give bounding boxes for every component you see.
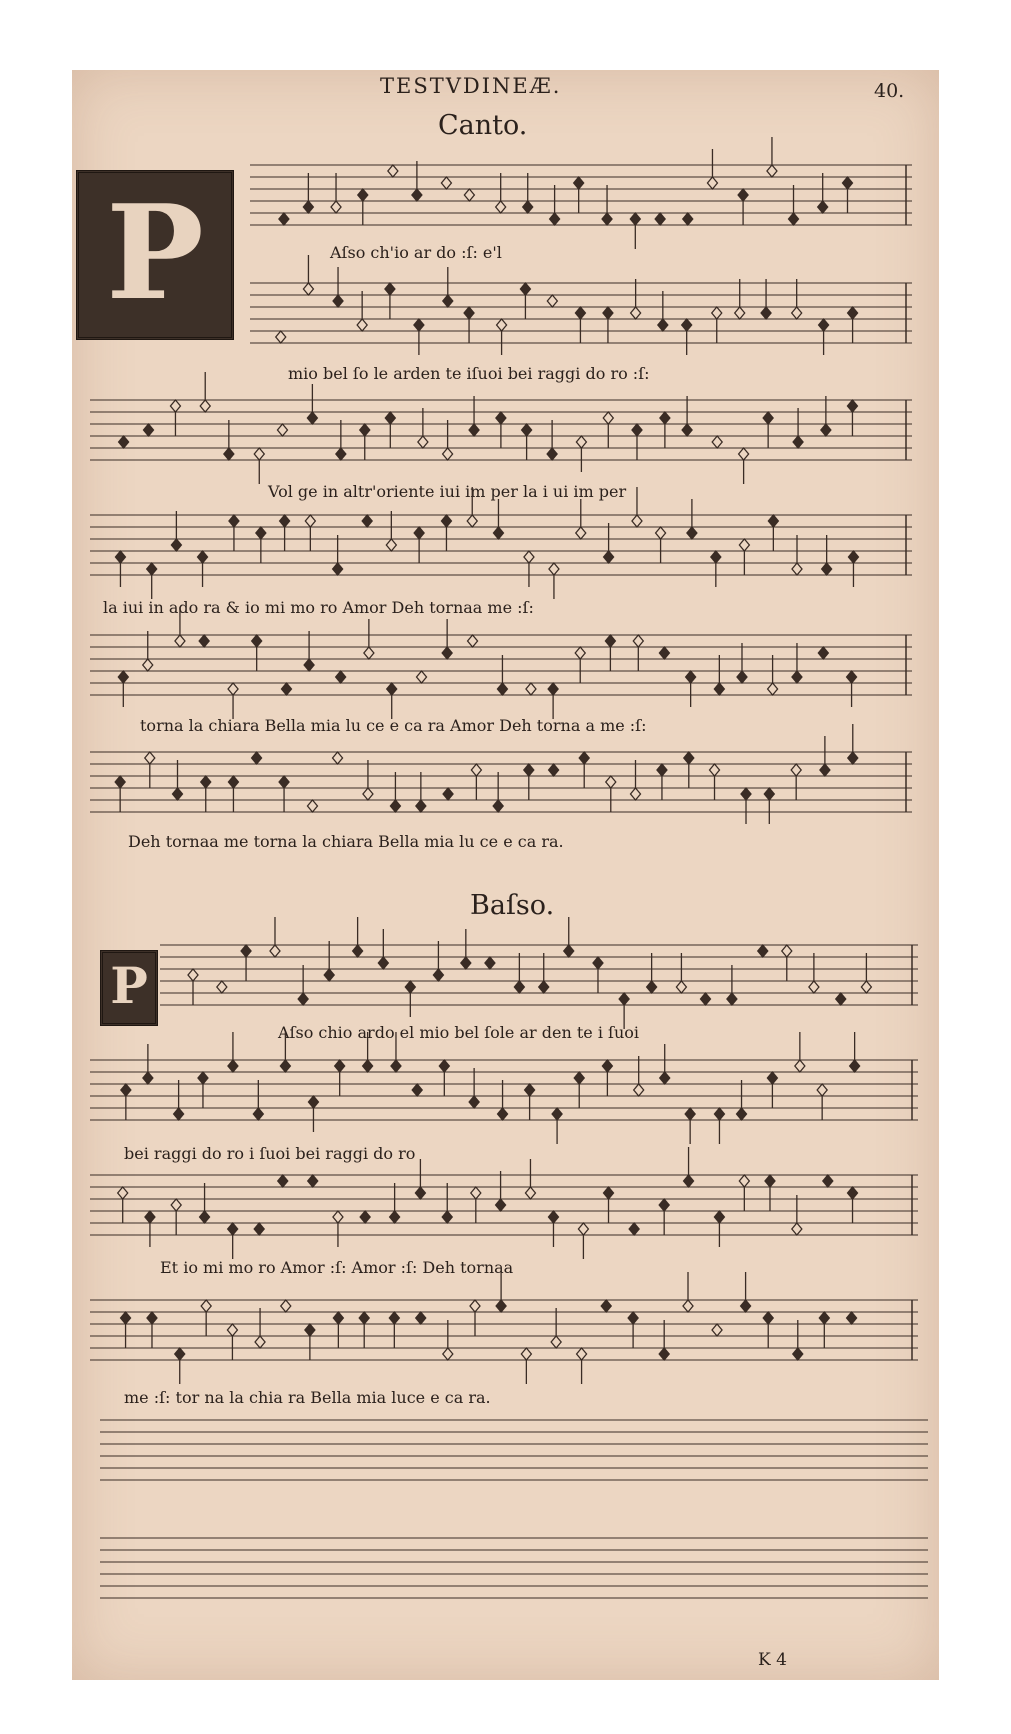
note-head: [227, 1324, 237, 1336]
note-head: [821, 424, 831, 436]
note-head: [471, 764, 481, 776]
note-head: [497, 319, 507, 331]
note-head: [228, 1060, 238, 1072]
note-head: [765, 1175, 775, 1187]
note-head: [551, 1336, 561, 1348]
note-head: [175, 635, 185, 647]
signature-mark: K 4: [758, 1650, 787, 1670]
basso-lyric-line-1: Aſso chio ardo el mio bel ſole ar den te i ſuoi: [278, 1023, 640, 1042]
note-head: [647, 981, 657, 993]
note-head: [575, 647, 585, 659]
note-head: [173, 788, 183, 800]
note-head: [631, 307, 641, 319]
note-head: [817, 1084, 827, 1096]
note-head: [761, 307, 771, 319]
note-head: [633, 635, 643, 647]
note-head: [738, 189, 748, 201]
note-head: [521, 1348, 531, 1360]
note-head: [336, 448, 346, 460]
note-head: [333, 563, 343, 575]
note-head: [279, 776, 289, 788]
note-head: [471, 1187, 481, 1199]
note-head: [390, 1211, 400, 1223]
note-head: [439, 1060, 449, 1072]
note-head: [735, 307, 745, 319]
note-head: [548, 683, 558, 695]
note-head: [461, 957, 471, 969]
note-head: [629, 1223, 639, 1235]
note-head: [809, 981, 819, 993]
note-head: [820, 764, 830, 776]
note-head: [823, 1175, 833, 1187]
note-head: [308, 1175, 318, 1187]
basso-heading: Baſso.: [470, 890, 555, 921]
note-head: [298, 993, 308, 1005]
note-head: [307, 412, 317, 424]
note-head: [229, 515, 239, 527]
note-head: [739, 1175, 749, 1187]
note-head: [333, 1312, 343, 1324]
note-head: [712, 1324, 722, 1336]
note-head: [493, 800, 503, 812]
note-head: [362, 515, 372, 527]
note-head: [522, 424, 532, 436]
note-head: [550, 213, 560, 225]
note-head: [281, 683, 291, 695]
note-head: [682, 424, 692, 436]
note-head: [201, 1300, 211, 1312]
note-head: [767, 165, 777, 177]
note-head: [255, 1336, 265, 1348]
note-head: [575, 307, 585, 319]
note-head: [763, 1312, 773, 1324]
note-head: [792, 563, 802, 575]
note-head: [390, 800, 400, 812]
note-head: [847, 400, 857, 412]
note-head: [848, 1187, 858, 1199]
note-head: [145, 1211, 155, 1223]
note-head: [606, 776, 616, 788]
note-head: [228, 683, 238, 695]
note-head: [443, 448, 453, 460]
note-head: [333, 752, 343, 764]
note-head: [333, 1211, 343, 1223]
note-head: [200, 1211, 210, 1223]
note-head: [758, 945, 768, 957]
note-head: [441, 177, 451, 189]
note-head: [305, 515, 315, 527]
note-head: [188, 969, 198, 981]
note-head: [741, 788, 751, 800]
note-head: [601, 1300, 611, 1312]
note-head: [121, 1312, 131, 1324]
note-head: [405, 981, 415, 993]
note-head: [793, 1348, 803, 1360]
note-head: [359, 1312, 369, 1324]
page-number: 40.: [874, 80, 905, 102]
note-head: [602, 1060, 612, 1072]
note-head: [656, 527, 666, 539]
note-head: [792, 307, 802, 319]
canto-lyric-line-3: Vol ge in altr'oriente iui im per la i ui im per: [268, 482, 627, 501]
note-head: [576, 527, 586, 539]
note-head: [792, 1223, 802, 1235]
note-head: [658, 319, 668, 331]
note-head: [602, 213, 612, 225]
basso-lyric-line-4: me :ſ: tor na la chia ra Bella mia luce e ca ra.: [124, 1388, 491, 1407]
note-head: [767, 1072, 777, 1084]
note-head: [842, 177, 852, 189]
note-head: [683, 213, 693, 225]
note-head: [118, 1187, 128, 1199]
note-head: [224, 448, 234, 460]
note-head: [789, 213, 799, 225]
note-head: [281, 1300, 291, 1312]
note-head: [199, 635, 209, 647]
note-head: [252, 635, 262, 647]
note-head: [848, 752, 858, 764]
note-head: [628, 1312, 638, 1324]
note-head: [660, 1072, 670, 1084]
note-head: [782, 945, 792, 957]
note-head: [280, 515, 290, 527]
note-head: [714, 1211, 724, 1223]
note-head: [685, 1108, 695, 1120]
note-head: [389, 1312, 399, 1324]
note-head: [552, 1108, 562, 1120]
basso-lyric-line-3: Et io mi mo ro Amor :ſ: Amor :ſ: Deh tornaa: [160, 1258, 514, 1277]
note-head: [848, 307, 858, 319]
note-head: [357, 319, 367, 331]
note-head: [700, 993, 710, 1005]
note-head: [307, 800, 317, 812]
note-head: [336, 671, 346, 683]
note-head: [819, 1312, 829, 1324]
note-head: [433, 969, 443, 981]
note-head: [619, 993, 629, 1005]
note-head: [119, 436, 129, 448]
note-head: [464, 189, 474, 201]
note-head: [547, 295, 557, 307]
note-head: [387, 683, 397, 695]
note-head: [514, 981, 524, 993]
note-head: [385, 412, 395, 424]
note-head: [603, 307, 613, 319]
note-head: [574, 1072, 584, 1084]
note-head: [737, 671, 747, 683]
note-head: [496, 1300, 506, 1312]
note-head: [470, 1300, 480, 1312]
note-head: [175, 1348, 185, 1360]
note-head: [386, 539, 396, 551]
note-head: [442, 1211, 452, 1223]
note-head: [170, 400, 180, 412]
note-head: [564, 945, 574, 957]
note-head: [604, 551, 614, 563]
note-head: [228, 1223, 238, 1235]
note-head: [496, 201, 506, 213]
note-head: [604, 1187, 614, 1199]
note-head: [526, 683, 536, 695]
note-head: [793, 436, 803, 448]
note-head: [115, 776, 125, 788]
note-head: [710, 764, 720, 776]
note-head: [443, 295, 453, 307]
basso-lyric-line-2: bei raggi do ro i ſuoi bei raggi do ro: [124, 1144, 416, 1163]
note-head: [818, 201, 828, 213]
note-head: [525, 1187, 535, 1199]
note-head: [861, 981, 871, 993]
note-head: [304, 659, 314, 671]
note-head: [171, 539, 181, 551]
note-head: [144, 424, 154, 436]
note-head: [308, 1096, 318, 1108]
note-head: [525, 1084, 535, 1096]
note-head: [241, 945, 251, 957]
note-head: [574, 177, 584, 189]
canto-lyric-line-2: mio bel ſo le arden te iſuoi bei raggi do ro :ſ:: [288, 364, 650, 383]
note-head: [659, 1348, 669, 1360]
note-head: [714, 1108, 724, 1120]
note-head: [303, 201, 313, 213]
note-head: [254, 1223, 264, 1235]
note-head: [593, 957, 603, 969]
note-head: [737, 1108, 747, 1120]
note-head: [497, 683, 507, 695]
note-head: [253, 1108, 263, 1120]
note-head: [791, 764, 801, 776]
note-head: [603, 412, 613, 424]
note-head: [147, 1312, 157, 1324]
note-head: [524, 551, 534, 563]
note-head: [579, 752, 589, 764]
note-head: [252, 752, 262, 764]
note-head: [687, 527, 697, 539]
note-head: [468, 635, 478, 647]
note-head: [171, 1199, 181, 1211]
note-head: [520, 283, 530, 295]
note-head: [634, 1084, 644, 1096]
note-head: [414, 527, 424, 539]
note-head: [416, 1312, 426, 1324]
note-head: [682, 319, 692, 331]
note-head: [547, 448, 557, 460]
note-head: [707, 177, 717, 189]
note-head: [630, 213, 640, 225]
note-head: [256, 527, 266, 539]
note-head: [145, 752, 155, 764]
note-head: [412, 1084, 422, 1096]
note-head: [577, 1348, 587, 1360]
note-head: [684, 752, 694, 764]
note-head: [358, 189, 368, 201]
note-head: [441, 515, 451, 527]
note-head: [549, 764, 559, 776]
note-head: [278, 1175, 288, 1187]
note-head: [818, 647, 828, 659]
note-head: [121, 1084, 131, 1096]
note-head: [768, 683, 778, 695]
note-head: [228, 776, 238, 788]
note-head: [605, 635, 615, 647]
note-head: [764, 788, 774, 800]
note-head: [763, 412, 773, 424]
note-head: [711, 551, 721, 563]
note-head: [485, 957, 495, 969]
note-head: [739, 539, 749, 551]
note-head: [657, 764, 667, 776]
note-head: [549, 563, 559, 575]
canto-lyric-line-4: la iui in ado ra & io mi mo ro Amor Deh tornaa me :ſ:: [103, 598, 534, 617]
note-head: [115, 551, 125, 563]
note-head: [143, 1072, 153, 1084]
note-head: [331, 201, 341, 213]
note-head: [143, 659, 153, 671]
note-head: [655, 213, 665, 225]
note-head: [848, 551, 858, 563]
page-header-title: TESTVDINEÆ.: [380, 74, 562, 98]
note-head: [578, 1223, 588, 1235]
note-head: [822, 563, 832, 575]
note-head: [201, 776, 211, 788]
canto-lyric-line-1: Aſso ch'io ar do :ſ: e'l: [330, 243, 502, 262]
note-head: [469, 1096, 479, 1108]
note-head: [385, 283, 395, 295]
note-head: [576, 436, 586, 448]
note-head: [415, 1187, 425, 1199]
note-head: [539, 981, 549, 993]
note-head: [118, 671, 128, 683]
note-head: [548, 1211, 558, 1223]
note-head: [496, 412, 506, 424]
note-head: [335, 1060, 345, 1072]
note-head: [659, 647, 669, 659]
note-head: [443, 1348, 453, 1360]
note-head: [739, 448, 749, 460]
note-head: [684, 1175, 694, 1187]
note-head: [270, 945, 280, 957]
note-head: [659, 1199, 669, 1211]
note-head: [416, 800, 426, 812]
basso-initial-letter: P: [110, 956, 148, 1015]
note-head: [360, 1211, 370, 1223]
note-head: [795, 1060, 805, 1072]
note-head: [686, 671, 696, 683]
note-head: [493, 527, 503, 539]
note-head: [496, 1199, 506, 1211]
note-head: [632, 424, 642, 436]
note-head: [363, 1060, 373, 1072]
note-head: [147, 563, 157, 575]
note-head: [388, 165, 398, 177]
note-head: [676, 981, 686, 993]
note-head: [660, 412, 670, 424]
note-head: [850, 1060, 860, 1072]
canto-lyric-line-5: torna la chiara Bella mia lu ce e ca ra Amor Deh torna a me :ſ:: [140, 716, 647, 735]
note-head: [279, 213, 289, 225]
note-head: [741, 1300, 751, 1312]
note-head: [378, 957, 388, 969]
note-head: [524, 764, 534, 776]
note-head: [683, 1300, 693, 1312]
note-head: [364, 647, 374, 659]
note-head: [523, 201, 533, 213]
canto-initial-letter: P: [106, 176, 204, 329]
note-head: [418, 436, 428, 448]
note-head: [391, 1060, 401, 1072]
note-head: [254, 448, 264, 460]
note-head: [847, 1312, 857, 1324]
note-head: [200, 400, 210, 412]
note-head: [353, 945, 363, 957]
note-head: [217, 981, 227, 993]
note-head: [324, 969, 334, 981]
note-head: [632, 515, 642, 527]
note-head: [464, 307, 474, 319]
note-head: [727, 993, 737, 1005]
canto-lyric-line-6: Deh tornaa me torna la chiara Bella mia lu ce e ca ra.: [128, 832, 564, 851]
note-head: [363, 788, 373, 800]
note-head: [712, 436, 722, 448]
note-head: [417, 671, 427, 683]
note-head: [768, 515, 778, 527]
note-head: [360, 424, 370, 436]
note-head: [498, 1108, 508, 1120]
note-head: [469, 424, 479, 436]
note-head: [442, 647, 452, 659]
note-head: [174, 1108, 184, 1120]
note-head: [631, 788, 641, 800]
note-head: [467, 515, 477, 527]
note-head: [303, 283, 313, 295]
note-head: [412, 189, 422, 201]
note-head: [836, 993, 846, 1005]
note-head: [198, 551, 208, 563]
note-head: [280, 1060, 290, 1072]
note-head: [198, 1072, 208, 1084]
note-head: [305, 1324, 315, 1336]
note-head: [443, 788, 453, 800]
note-head: [276, 331, 286, 343]
note-head: [277, 424, 287, 436]
note-head: [792, 671, 802, 683]
canto-heading: Canto.: [438, 110, 528, 141]
note-head: [819, 319, 829, 331]
note-head: [712, 307, 722, 319]
note-head: [714, 683, 724, 695]
note-head: [847, 671, 857, 683]
note-head: [414, 319, 424, 331]
note-head: [333, 295, 343, 307]
